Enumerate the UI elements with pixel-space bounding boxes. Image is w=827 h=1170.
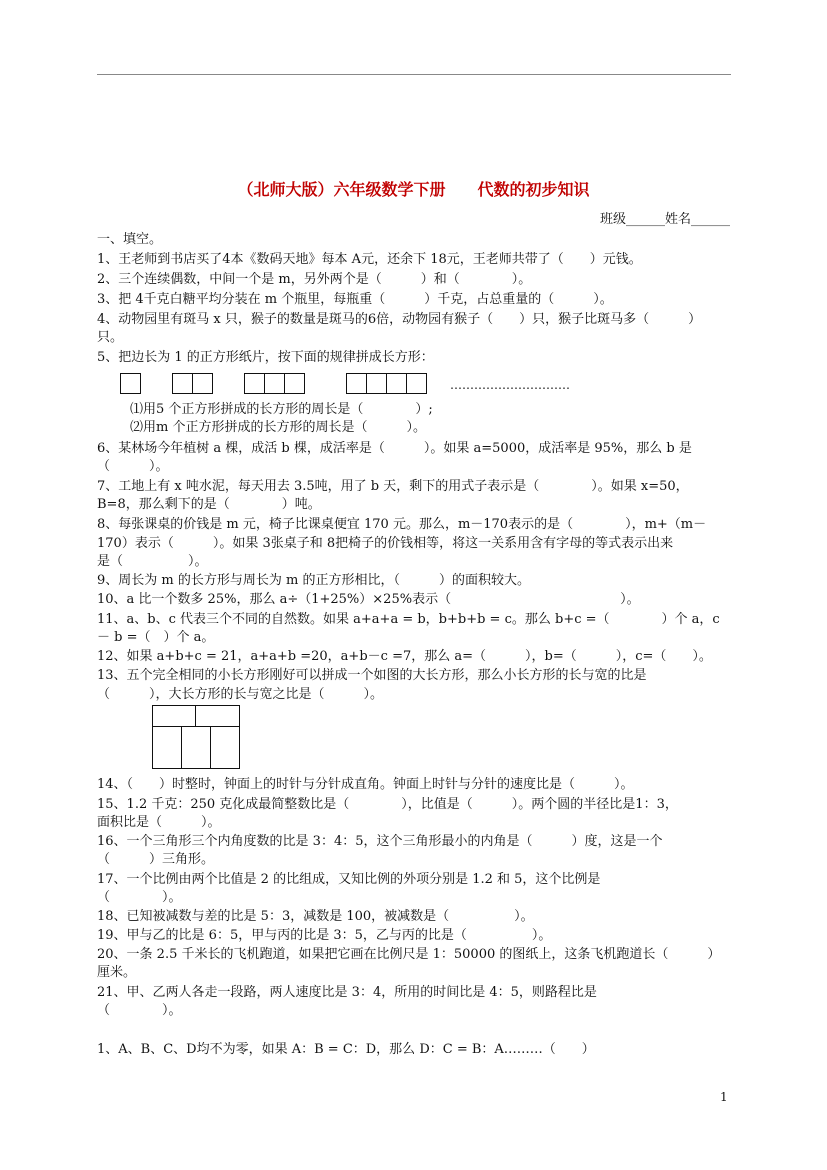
square-group-2 — [172, 373, 213, 395]
question-21-line-1: 21、甲、乙两人各走一段路，两人速度比是 3：4，所用的时间比是 4：5，则路程比是 — [97, 985, 597, 1000]
question-11-line-1: 11、a、b、c 代表三个不同的自然数。如果 a+a+a = b，b+b+b = c。那么 b+c =（ ）个 a，c — [97, 612, 720, 627]
square-group-1 — [120, 373, 141, 395]
question-8-line-1: 8、每张课桌的价钱是 m 元，椅子比课桌便宜 170 元。那么，m－170表示的是（ ），m+（m－ — [97, 517, 707, 532]
question-17-line-1: 17、一个比例由两个比值是 2 的比组成，又知比例的外项分别是 1.2 和 5，这个比例是 — [97, 872, 601, 887]
question-3: 3、把 4千克白糖平均分装在 m 个瓶里，每瓶重（ ）千克，占总重量的（ ）。 — [97, 292, 613, 307]
question-18: 18、已知被减数与差的比是 5：3，减数是 100，被减数是（ ）。 — [97, 909, 534, 924]
small-rectangle — [152, 705, 196, 727]
square — [264, 373, 285, 394]
small-rectangle — [210, 726, 240, 769]
question-4-line-2: 只。 — [97, 330, 124, 345]
small-rectangle — [152, 726, 182, 769]
square — [120, 373, 141, 394]
judge-question-1: 1、A、B、C、D均不为零，如果 A：B = C：D，那么 D：C = B：A………（ ） — [97, 1042, 595, 1057]
question-7-line-2: B=8，那么剩下的是（ ）吨。 — [97, 497, 321, 512]
page-number: 1 — [720, 1090, 728, 1104]
section-heading-fill: 一、填空。 — [97, 232, 163, 247]
square-group-3 — [244, 373, 305, 395]
question-16-line-2: （ ）三角形。 — [97, 852, 215, 867]
class-name-line: 班级______姓名______ — [599, 212, 730, 227]
header-rule — [97, 74, 731, 75]
question-4-line-1: 4、动物园里有斑马 x 只，猴子的数量是斑马的6倍，动物园有猴子（ ）只，猴子比斑马多（ ） — [97, 312, 702, 327]
square — [366, 373, 387, 394]
question-10: 10、a 比一个数多 25%，那么 a÷（1+25%）×25%表示（ ）。 — [97, 592, 640, 607]
question-5-part-2: ⑵用m 个正方形拼成的长方形的周长是（ ）。 — [130, 420, 426, 435]
question-8-line-2: 170）表示（ ）。如果 3张桌子和 8把椅子的价钱相等，将这一关系用含有字母的等式表示出来 — [97, 536, 674, 551]
square — [406, 373, 427, 394]
question-15-line-1: 15、1.2 千克：250 克化成最简整数比是（ ），比值是（ ）。两个圆的半径比是1：3， — [97, 797, 678, 812]
question-8-line-3: 是（ ）。 — [97, 554, 208, 569]
square-group-4 — [346, 373, 427, 395]
continuation-dots: ………………………… — [450, 378, 570, 392]
question-6-line-1: 6、某林场今年植树 a 棵，成活 b 棵，成活率是（ ）。如果 a=5000，成活率是 95%，那么 b 是 — [97, 441, 692, 456]
question-6-line-2: （ ）。 — [97, 459, 169, 474]
question-20-line-1: 20、一条 2.5 千米长的飞机跑道，如果把它画在比例尺是 1：50000 的图纸上，这条飞机跑道长（ ） — [97, 947, 721, 962]
question-21-line-2: （ ）。 — [97, 1003, 182, 1018]
question-12: 12、如果 a+b+c = 21，a+a+b =20，a+b－c =7，那么 a=（ ），b=（ ），c=（ ）。 — [97, 649, 712, 664]
question-11-line-2: － b =（ ）个 a。 — [97, 630, 215, 645]
square — [284, 373, 305, 394]
question-16-line-1: 16、一个三角形三个内角度数的比是 3：4：5，这个三角形最小的内角是（ ）度，这是一个 — [97, 834, 663, 849]
square — [172, 373, 193, 394]
question-13-line-2: （ ），大长方形的长与宽之比是（ ）。 — [97, 687, 384, 702]
question-13-line-1: 13、五个完全相同的小长方形刚好可以拼成一个如图的大长方形，那么小长方形的长与宽的比是 — [97, 668, 647, 683]
square — [346, 373, 367, 394]
question-5: 5、把边长为 1 的正方形纸片，按下面的规律拼成长方形： — [97, 350, 434, 365]
question-19: 19、甲与乙的比是 6：5，甲与丙的比是 3：5，乙与丙的比是（ ）。 — [97, 928, 552, 943]
question-17-line-2: （ ）。 — [97, 890, 182, 905]
small-rectangle — [181, 726, 211, 769]
page-title: （北师大版）六年级数学下册 代数的初步知识 — [237, 180, 590, 199]
question-5-part-1: ⑴用5 个正方形拼成的长方形的周长是（ ）; — [130, 402, 433, 417]
question-14: 14、（ ）时整时，钟面上的时针与分针成直角。钟面上时针与分针的速度比是（ ）。 — [97, 777, 634, 792]
small-rectangle — [195, 705, 240, 727]
question-7-line-1: 7、工地上有 x 吨水泥，每天用去 3.5吨，用了 b 天，剩下的用式子表示是（ ）。如果 x=50， — [97, 479, 689, 494]
question-20-line-2: 厘米。 — [97, 965, 137, 980]
square — [244, 373, 265, 394]
question-2: 2、三个连续偶数，中间一个是 m，另外两个是（ ）和（ ）。 — [97, 272, 532, 287]
rectangle-figure — [152, 705, 240, 769]
question-15-line-2: 面积比是（ ）。 — [97, 815, 221, 830]
question-1: 1、王老师到书店买了4本《数码天地》每本 A元，还余下 18元，王老师共带了（ ）元钱。 — [97, 252, 642, 267]
square — [192, 373, 213, 394]
square — [386, 373, 407, 394]
question-9: 9、周长为 m 的长方形与周长为 m 的正方形相比，（ ）的面积较大。 — [97, 573, 530, 588]
